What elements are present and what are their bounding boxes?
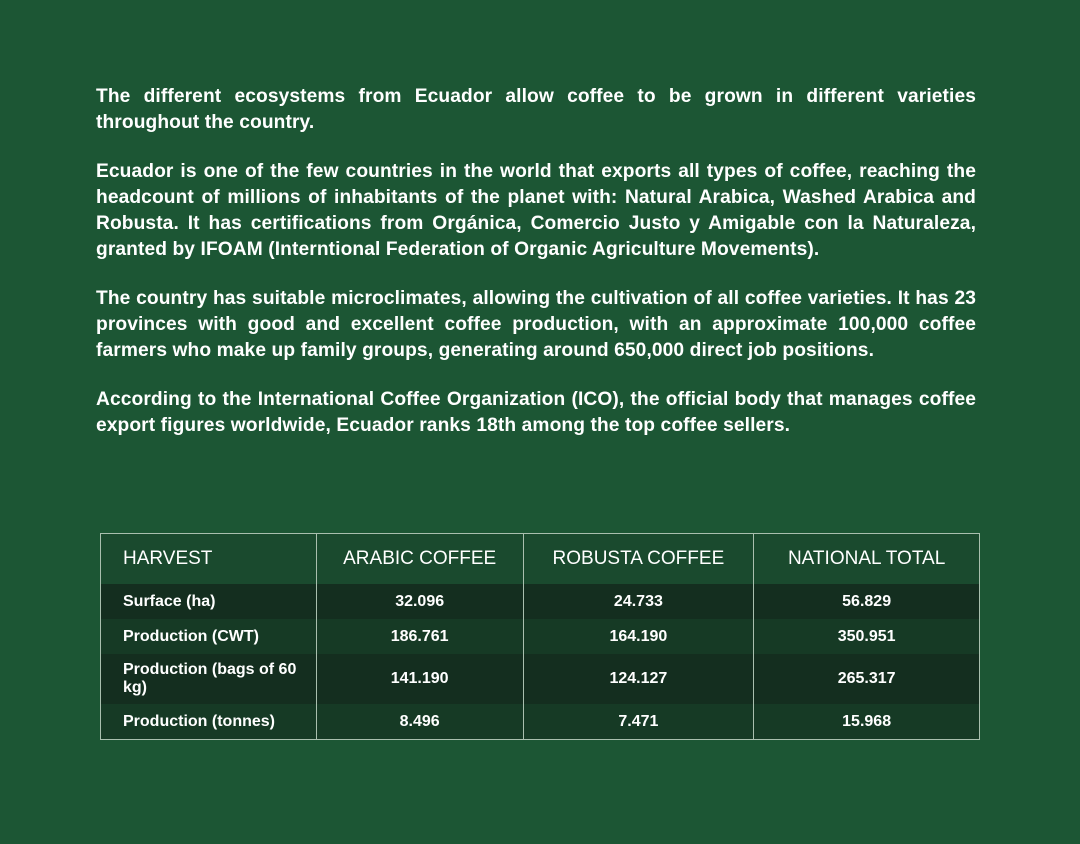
table-header-row bbox=[101, 534, 980, 585]
intro-text bbox=[96, 84, 976, 462]
paragraph-ecosystems: The different ecosystems from Ecuador allow coffee to be grown in different varieties throughout the country. bbox=[96, 86, 976, 133]
paragraph-ico-ranking: According to the International Coffee Organization (ICO), the official body that manages coffee export figures worldwide, Ecuador ranks 18th among the top coffee sellers. bbox=[96, 389, 976, 436]
harvest-table-container bbox=[100, 533, 980, 740]
cell-arabic: 186.761 bbox=[316, 619, 523, 654]
harvest-table bbox=[100, 533, 980, 740]
row-label: Production (CWT) bbox=[101, 619, 317, 654]
cell-robusta: 124.127 bbox=[523, 654, 754, 704]
cell-total: 56.829 bbox=[754, 584, 980, 619]
cell-arabic: 8.496 bbox=[316, 704, 523, 740]
row-label: Surface (ha) bbox=[101, 584, 317, 619]
cell-robusta: 24.733 bbox=[523, 584, 754, 619]
table-row bbox=[101, 584, 980, 619]
row-label: Production (tonnes) bbox=[101, 704, 317, 740]
header-robusta-coffee: ROBUSTA COFFEE bbox=[523, 534, 754, 585]
paragraph-exports: Ecuador is one of the few countries in the world that exports all types of coffee, reaching the headcount of millions of inhabitants of the planet with: Natural Arabica, Washed Arabica and Robusta. It has certifications from Orgánica, Comercio Justo y Amigable con la Naturaleza, granted by IFOAM (Interntional Federation of Organic Agriculture Movements). bbox=[96, 161, 976, 260]
paragraph-microclimates: The country has suitable microclimates, allowing the cultivation of all coffee varieties. It has 23 provinces with good and excellent coffee production, with an approximate 100,000 coffee farmers who make up family groups, generating around 650,000 direct job positions. bbox=[96, 288, 976, 361]
cell-robusta: 7.471 bbox=[523, 704, 754, 740]
row-label: Production (bags of 60 kg) bbox=[101, 654, 317, 704]
table-row bbox=[101, 704, 980, 740]
cell-arabic: 32.096 bbox=[316, 584, 523, 619]
table-row bbox=[101, 654, 980, 704]
header-harvest: HARVEST bbox=[101, 534, 317, 585]
cell-total: 15.968 bbox=[754, 704, 980, 740]
header-arabic-coffee: ARABIC COFFEE bbox=[316, 534, 523, 585]
table-row bbox=[101, 619, 980, 654]
cell-total: 350.951 bbox=[754, 619, 980, 654]
cell-arabic: 141.190 bbox=[316, 654, 523, 704]
cell-robusta: 164.190 bbox=[523, 619, 754, 654]
cell-total: 265.317 bbox=[754, 654, 980, 704]
header-national-total: NATIONAL TOTAL bbox=[754, 534, 980, 585]
